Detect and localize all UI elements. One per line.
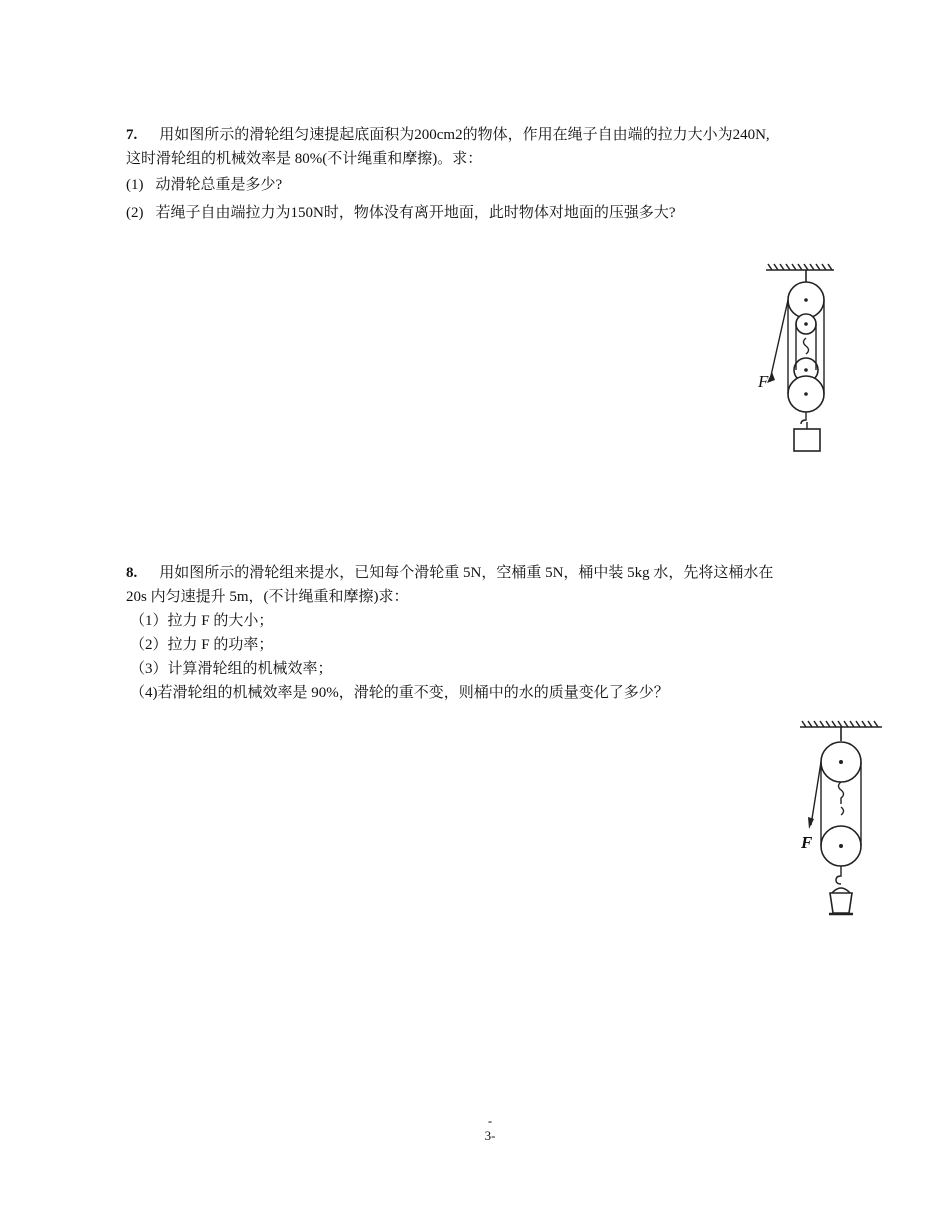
q7-line1 bbox=[126, 125, 770, 145]
q7-number: 7. bbox=[126, 127, 138, 143]
q7-part-1-label: (1) bbox=[126, 177, 144, 193]
q8-text-line2: 20s 内匀速提升 5m，(不计绳重和摩擦)求： bbox=[126, 589, 409, 605]
q8-ceiling bbox=[800, 721, 882, 727]
q8-part-1: （1）拉力 F 的大小； bbox=[130, 613, 274, 629]
q8-line1 bbox=[126, 563, 773, 583]
q7-part-2-text: 若绳子自由端拉力为150N时，物体没有离开地面，此时物体对地面的压强多大? bbox=[155, 205, 676, 221]
q7-part-1-text: 动滑轮总重是多少? bbox=[155, 177, 283, 193]
q7-pulley-figure bbox=[750, 262, 845, 457]
q7-ceiling bbox=[766, 264, 834, 270]
q8-text-line1: 用如图所示的滑轮组来提水，已知每个滑轮重 5N，空桶重 5N，桶中装 5kg 水，先将这桶水在 bbox=[159, 565, 774, 581]
q7-part-2-label: (2) bbox=[126, 205, 144, 221]
page-number: 3- bbox=[484, 1128, 496, 1143]
q8-bucket bbox=[829, 888, 853, 914]
q8-force-label: F bbox=[801, 833, 813, 852]
q8-pulley-figure bbox=[790, 715, 890, 920]
q8-part-2: （2）拉力 F 的功率； bbox=[130, 637, 274, 653]
q7-part-2 bbox=[126, 203, 676, 223]
q8-number: 8. bbox=[126, 565, 138, 581]
q8-arrow-head bbox=[808, 817, 814, 829]
q8-part-4: （4)若滑轮组的机械效率是 90%，滑轮的重不变，则桶中的水的质量变化了多少？ bbox=[130, 685, 669, 701]
q7-part-1 bbox=[126, 175, 282, 195]
q7-box bbox=[794, 429, 820, 451]
q7-text-line1: 用如图所示的滑轮组匀速提起底面积为200cm2的物体，作用在绳子自由端的拉力大小为240N, bbox=[159, 127, 770, 143]
page-number-dash: - bbox=[487, 1113, 493, 1128]
q7-force-label: F bbox=[758, 372, 769, 391]
q7-text-line2: 这时滑轮组的机械效率是 80%(不计绳重和摩擦)。求： bbox=[126, 151, 483, 167]
q8-part-3: （3）计算滑轮组的机械效率； bbox=[130, 661, 333, 677]
